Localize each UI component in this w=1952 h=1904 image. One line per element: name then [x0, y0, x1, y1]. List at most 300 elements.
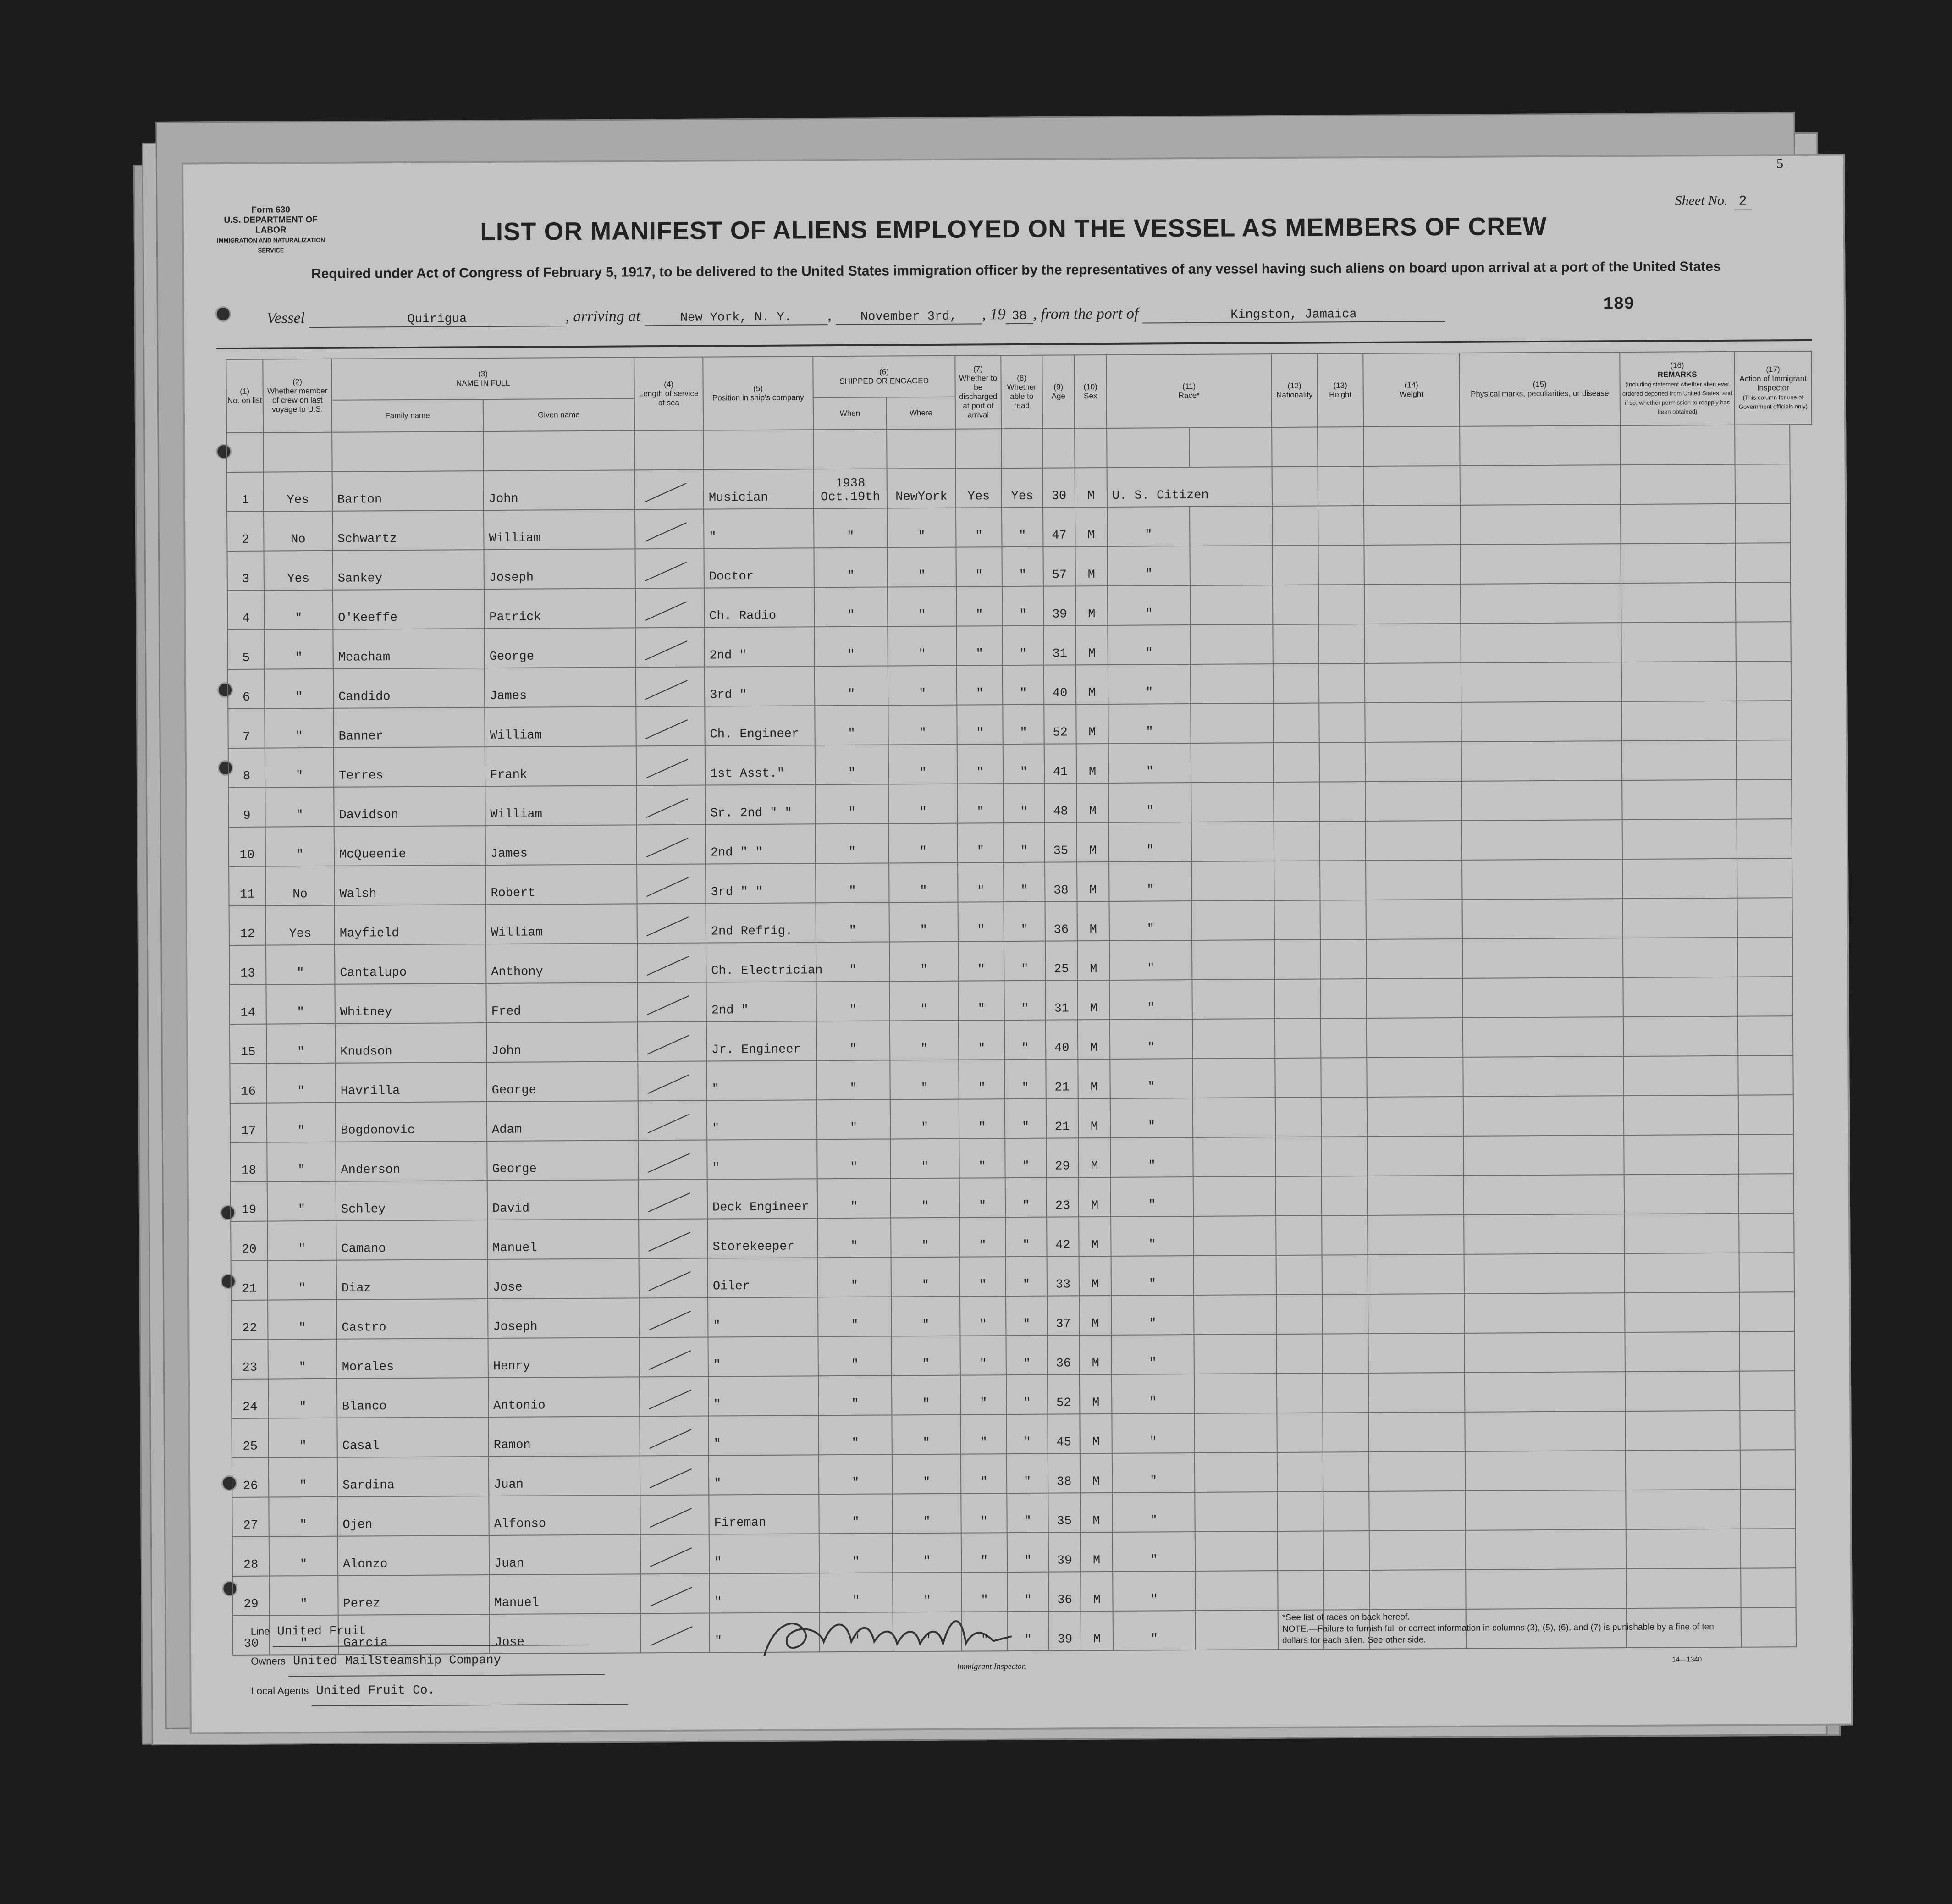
- age-cell: 39: [1043, 586, 1075, 625]
- agents-field: [251, 1675, 628, 1706]
- physical-marks-cell: [1462, 977, 1623, 1018]
- crew-no-cell: 11: [229, 866, 265, 906]
- last-voyage-cell: ": [266, 945, 335, 985]
- given-name-cell: Jose: [488, 1258, 639, 1299]
- col-header-family-name: Family name: [332, 399, 483, 432]
- position-cell: 2nd ": [706, 982, 816, 1021]
- height-cell: [1321, 1097, 1367, 1137]
- physical-marks-cell: [1461, 780, 1622, 821]
- nationality-cell: [1275, 1058, 1321, 1098]
- given-name-cell: James: [485, 825, 637, 865]
- shipped-when-cell: ": [815, 666, 888, 706]
- race-cell: ": [1111, 1216, 1193, 1256]
- discharged-cell: ": [961, 1454, 1007, 1494]
- col-header-6: (6) SHIPPED OR ENGAGED: [813, 356, 955, 398]
- shipped-when-cell: ": [819, 1494, 892, 1534]
- given-name-cell: Patrick: [484, 588, 635, 629]
- discharged-cell: ": [961, 1572, 1007, 1612]
- last-voyage-cell: ": [264, 590, 333, 630]
- able-to-read-cell: ": [1002, 626, 1043, 665]
- col-header-14: (14) Weight: [1363, 353, 1460, 427]
- sex-cell: M: [1078, 1098, 1110, 1138]
- service-length-cell: [635, 549, 704, 589]
- race-cell: ": [1111, 1295, 1194, 1335]
- service-length-cell: [637, 864, 706, 904]
- race-cell: ": [1110, 1059, 1192, 1098]
- age-cell: 40: [1044, 665, 1076, 704]
- shipped-when-cell: ": [819, 1573, 893, 1612]
- weight-cell: [1368, 1294, 1464, 1334]
- inspector-action-cell: [1737, 858, 1792, 898]
- shipped-when-cell: ": [817, 1218, 891, 1258]
- able-to-read-cell: ": [1002, 547, 1043, 586]
- family-name-cell: Davidson: [334, 786, 485, 827]
- last-voyage-cell: ": [266, 1024, 335, 1064]
- col-header-10: (10) Sex: [1074, 355, 1107, 428]
- able-to-read-cell: ": [1003, 784, 1044, 823]
- race-cell: ": [1112, 1492, 1195, 1532]
- family-name-cell: Perez: [338, 1575, 489, 1615]
- crew-no-cell: 12: [229, 906, 266, 945]
- remarks-cell: [1622, 819, 1737, 859]
- last-voyage-cell: ": [265, 708, 333, 748]
- inspector-action-cell: [1735, 464, 1790, 504]
- shipped-where-cell: ": [888, 784, 957, 824]
- family-name-cell: Walsh: [334, 865, 485, 905]
- shipped-where-cell: ": [891, 1218, 959, 1258]
- given-name-cell: Jose: [490, 1613, 641, 1654]
- col-header-8: (8) Whether able to read: [1001, 355, 1042, 429]
- age-cell: 31: [1043, 625, 1075, 665]
- sex-cell: M: [1075, 625, 1108, 665]
- position-cell: Sr. 2nd " ": [705, 784, 815, 824]
- position-cell: Ch. Electrician: [706, 942, 816, 982]
- race-cell: ": [1108, 704, 1191, 744]
- crew-no-cell: 3: [227, 551, 264, 591]
- nationality-cell: [1272, 506, 1318, 546]
- shipped-where-cell: ": [890, 1060, 959, 1100]
- arrival-year: 38: [1005, 309, 1033, 324]
- service-length-cell: [637, 825, 706, 865]
- last-voyage-cell: Yes: [266, 905, 335, 945]
- able-to-read-cell: ": [1005, 1178, 1047, 1217]
- service-length-cell: [637, 943, 706, 983]
- sex-cell: M: [1081, 1532, 1113, 1572]
- age-cell: 36: [1045, 901, 1077, 941]
- position-cell: Jr. Engineer: [706, 1021, 816, 1061]
- remarks-cell: [1625, 1292, 1739, 1332]
- nationality-cell: [1276, 1295, 1322, 1335]
- inspector-action-cell: [1740, 1410, 1795, 1450]
- last-voyage-cell: ": [268, 1418, 337, 1458]
- family-name-cell: Camano: [336, 1220, 487, 1260]
- shipped-where-cell: ": [893, 1612, 962, 1652]
- nationality-cell: [1278, 1571, 1323, 1611]
- manifest-sheet: [182, 154, 1853, 1734]
- line-label: Line: [250, 1625, 270, 1637]
- nationality-cell: [1275, 1098, 1321, 1137]
- sex-cell: M: [1077, 822, 1109, 862]
- family-name-cell: Candido: [333, 668, 485, 708]
- service-length-cell: [638, 1101, 707, 1141]
- family-name-cell: Meacham: [333, 629, 484, 669]
- race-extra-cell: [1193, 1137, 1275, 1177]
- discharged-cell: ": [961, 1493, 1007, 1533]
- service-length-cell: [636, 785, 705, 825]
- race-extra-cell: [1190, 585, 1273, 625]
- service-length-cell: [635, 628, 704, 668]
- weight-cell: [1369, 1451, 1465, 1491]
- age-cell: 40: [1046, 1020, 1078, 1059]
- crew-table-body: [226, 425, 1818, 1655]
- age-cell: 57: [1043, 546, 1075, 586]
- position-cell: 3rd ": [705, 666, 815, 706]
- nationality-cell: [1273, 585, 1318, 625]
- physical-marks-cell: [1463, 1017, 1623, 1057]
- owners-field: [251, 1645, 628, 1677]
- col-header-15: (15) Physical marks, peculiarities, or disease: [1459, 352, 1620, 426]
- position-cell: ": [708, 1376, 818, 1416]
- position-cell: 2nd " ": [706, 824, 816, 864]
- sheet-number-label: Sheet No.: [1675, 193, 1728, 209]
- age-cell: 33: [1047, 1256, 1079, 1296]
- position-cell: ": [704, 508, 814, 548]
- inspector-action-cell: [1739, 1331, 1794, 1371]
- able-to-read-cell: ": [1003, 744, 1044, 784]
- weight-cell: [1365, 781, 1461, 821]
- line-value: United Fruit: [272, 1616, 589, 1647]
- shipped-where-cell: ": [892, 1454, 961, 1494]
- header-rule: [216, 339, 1812, 349]
- physical-marks-cell: [1462, 899, 1623, 939]
- shipped-where-cell: ": [893, 1573, 961, 1612]
- last-voyage-cell: ": [267, 1142, 336, 1182]
- remarks-cell: [1624, 1214, 1739, 1253]
- last-voyage-cell: ": [267, 1103, 336, 1142]
- height-cell: [1320, 900, 1366, 940]
- weight-cell: [1364, 624, 1461, 663]
- able-to-read-cell: ": [1006, 1375, 1048, 1414]
- family-name-cell: Schwartz: [332, 510, 484, 551]
- race-cell: ": [1109, 861, 1191, 901]
- given-name-cell: David: [487, 1180, 639, 1220]
- family-name-cell: Anderson: [336, 1141, 487, 1181]
- position-cell: ": [707, 1139, 817, 1179]
- position-cell: Musician: [704, 469, 814, 509]
- last-voyage-cell: ": [265, 787, 334, 827]
- crew-no-cell: 20: [231, 1221, 267, 1261]
- shipped-when-cell: ": [819, 1533, 893, 1573]
- sex-cell: M: [1080, 1453, 1112, 1493]
- shipped-when-cell: ": [816, 1021, 890, 1060]
- race-extra-cell: [1194, 1295, 1276, 1335]
- discharged-cell: ": [957, 744, 1003, 784]
- height-cell: [1323, 1373, 1368, 1413]
- family-name-cell: Barton: [332, 471, 484, 511]
- remarks-cell: [1625, 1371, 1740, 1411]
- remarks-cell: [1623, 977, 1737, 1017]
- discharged-cell: ": [957, 665, 1003, 705]
- inspector-action-cell: [1740, 1371, 1795, 1411]
- race-cell: ": [1109, 822, 1191, 862]
- remarks-cell: [1621, 701, 1736, 741]
- race-extra-cell: [1191, 782, 1274, 822]
- nationality-cell: [1276, 1216, 1322, 1256]
- race-cell: ": [1107, 546, 1190, 586]
- weight-cell: [1369, 1530, 1466, 1570]
- shipped-when-cell: ": [820, 1612, 893, 1652]
- race-cell: ": [1112, 1453, 1195, 1493]
- last-voyage-cell: No: [264, 511, 332, 551]
- crew-no-cell: 22: [231, 1300, 268, 1340]
- inspector-action-cell: [1740, 1489, 1795, 1529]
- given-name-cell: Joseph: [488, 1298, 639, 1338]
- crew-no-cell: 4: [227, 591, 264, 630]
- col-header-4: (4) Length of service at sea: [634, 357, 703, 431]
- race-cell: ": [1111, 1256, 1194, 1296]
- physical-marks-cell: [1465, 1372, 1625, 1412]
- remarks-cell: [1622, 740, 1737, 780]
- age-cell: 48: [1044, 783, 1076, 822]
- sex-cell: M: [1079, 1256, 1111, 1296]
- crew-no-cell: 7: [228, 709, 265, 748]
- given-name-cell: William: [485, 706, 636, 747]
- remarks-cell: [1624, 1135, 1738, 1175]
- last-voyage-cell: ": [270, 1615, 338, 1655]
- inspector-action-cell: [1738, 1134, 1793, 1174]
- given-name-cell: Fred: [486, 982, 637, 1023]
- shipped-when-cell: ": [814, 587, 888, 627]
- given-name-cell: Juan: [489, 1534, 640, 1575]
- family-name-cell: Cantalupo: [335, 944, 486, 984]
- service-length-cell: [640, 1456, 709, 1496]
- race-cell: ": [1113, 1532, 1195, 1572]
- notes-block: [1282, 1610, 1741, 1646]
- weight-cell: [1369, 1570, 1466, 1610]
- able-to-read-cell: ": [1003, 665, 1044, 705]
- given-name-cell: John: [484, 470, 635, 510]
- height-cell: [1319, 703, 1365, 743]
- shipped-when-cell: ": [817, 1099, 890, 1139]
- remarks-cell: [1624, 1174, 1739, 1214]
- last-voyage-cell: ": [265, 669, 333, 709]
- sheet-number: 2: [1734, 194, 1751, 210]
- position-cell: 2nd ": [704, 627, 814, 667]
- weight-cell: [1368, 1373, 1465, 1413]
- discharged-cell: ": [962, 1612, 1008, 1651]
- physical-marks-cell: [1460, 465, 1621, 505]
- nationality-cell: [1273, 624, 1318, 664]
- shipped-when-cell: ": [814, 547, 887, 587]
- age-cell: 36: [1048, 1572, 1081, 1611]
- shipped-where-cell: ": [893, 1533, 961, 1573]
- crew-no-cell: 18: [230, 1142, 267, 1182]
- last-voyage-cell: ": [264, 629, 333, 669]
- discharged-cell: ": [956, 586, 1002, 626]
- last-voyage-cell: ": [265, 827, 334, 866]
- inspector-action-cell: [1738, 1016, 1793, 1056]
- shipped-where-cell: ": [892, 1494, 961, 1534]
- weight-cell: [1368, 1215, 1464, 1255]
- given-name-cell: Henry: [488, 1337, 639, 1378]
- position-cell: ": [706, 1060, 816, 1100]
- discharged-cell: ": [958, 941, 1004, 981]
- family-name-cell: Diaz: [336, 1259, 488, 1300]
- shipped-when-cell: ": [819, 1454, 892, 1494]
- given-name-cell: Antonio: [488, 1377, 640, 1417]
- age-cell: 38: [1048, 1453, 1080, 1493]
- service-length-cell: [639, 1258, 708, 1298]
- last-voyage-cell: ": [267, 1221, 336, 1261]
- physical-marks-cell: [1465, 1411, 1625, 1451]
- race-cell: ": [1110, 1019, 1192, 1059]
- crew-no-cell: 10: [229, 827, 265, 866]
- shipped-where-cell: ": [888, 745, 957, 784]
- col-header-2: (2) Whether member of crew on last voyage to U.S.: [263, 359, 332, 433]
- service-length-cell: [636, 667, 705, 707]
- inspector-action-cell: [1737, 937, 1792, 977]
- race-cell: ": [1109, 940, 1192, 980]
- sex-cell: M: [1075, 546, 1107, 586]
- discharged-cell: ": [959, 1060, 1004, 1099]
- nationality-cell: [1275, 1137, 1321, 1177]
- shipped-where-cell: ": [891, 1297, 960, 1336]
- weight-cell: [1366, 939, 1462, 979]
- race-cell: ": [1112, 1335, 1194, 1374]
- remarks-cell: [1622, 859, 1737, 899]
- shipped-where-cell: ": [890, 1139, 959, 1179]
- weight-cell: [1368, 1333, 1464, 1373]
- col-header-when: When: [813, 397, 887, 430]
- sex-cell: M: [1078, 1138, 1110, 1177]
- inspector-action-cell: [1739, 1292, 1794, 1332]
- discharged-cell: Yes: [956, 468, 1002, 508]
- shipped-when-cell: ": [817, 1139, 890, 1179]
- family-name-cell: Terres: [334, 747, 485, 787]
- arrival-date: November 3rd,: [835, 309, 982, 325]
- discharged-cell: ": [958, 823, 1004, 863]
- position-cell: ": [708, 1297, 818, 1337]
- family-name-cell: Casal: [337, 1417, 488, 1457]
- shipped-where-cell: ": [889, 942, 958, 982]
- discharged-cell: ": [959, 1138, 1005, 1178]
- last-voyage-cell: ": [266, 984, 335, 1024]
- service-length-cell: [639, 1337, 708, 1377]
- race-cell: ": [1109, 901, 1192, 941]
- race-extra-cell: [1191, 703, 1273, 743]
- service-length-cell: [637, 904, 706, 944]
- crew-no-cell: 1: [227, 472, 264, 512]
- shipped-when-cell: ": [817, 1178, 891, 1218]
- age-cell: 25: [1045, 941, 1077, 980]
- shipped-when-cell: ": [815, 784, 888, 824]
- nationality-cell: [1275, 1019, 1321, 1059]
- able-to-read-cell: ": [1002, 586, 1043, 626]
- height-cell: [1322, 1255, 1368, 1295]
- inspector-action-cell: [1736, 582, 1791, 622]
- line-field: [251, 1615, 628, 1647]
- family-name-cell: Morales: [336, 1338, 488, 1379]
- col-header-given-name: Given name: [483, 398, 634, 431]
- height-cell: [1319, 782, 1365, 822]
- race-extra-cell: [1192, 900, 1274, 940]
- age-cell: 52: [1044, 704, 1076, 744]
- crew-no-cell: 14: [229, 985, 266, 1024]
- sex-cell: M: [1076, 783, 1108, 822]
- nationality-cell: [1276, 1176, 1322, 1216]
- last-voyage-cell: Yes: [264, 551, 332, 591]
- inspector-action-cell: [1741, 1568, 1796, 1608]
- given-name-cell: Joseph: [484, 549, 635, 589]
- weight-cell: [1366, 978, 1462, 1018]
- height-cell: [1322, 1334, 1368, 1374]
- arrival-port: New York, N. Y.: [644, 310, 827, 326]
- race-cell: ": [1109, 980, 1192, 1020]
- able-to-read-cell: ": [1004, 862, 1045, 902]
- family-name-cell: Mayfield: [335, 905, 486, 945]
- race-extra-cell: [1194, 1413, 1277, 1453]
- physical-marks-cell: [1464, 1175, 1624, 1215]
- family-name-cell: Whitney: [335, 983, 486, 1024]
- height-cell: [1320, 861, 1366, 900]
- physical-marks-cell: [1464, 1293, 1625, 1333]
- family-name-cell: Sankey: [332, 550, 484, 590]
- given-name-cell: Ramon: [488, 1416, 640, 1457]
- discharged-cell: ": [959, 1020, 1004, 1060]
- shipped-where-cell: ": [890, 1021, 959, 1060]
- form-number: Form 630: [251, 205, 290, 215]
- able-to-read-cell: ": [1005, 1138, 1046, 1178]
- weight-cell: [1364, 466, 1460, 506]
- remarks-cell: [1621, 464, 1735, 504]
- height-cell: [1321, 1058, 1367, 1098]
- race-extra-cell: [1195, 1492, 1277, 1532]
- discharged-cell: ": [957, 784, 1003, 823]
- weight-cell: [1368, 1254, 1464, 1294]
- col-header-16: (16) REMARKS (Including statement whether alien ever ordered deported from United States, and if so, whether permission to reapply has been obtained): [1620, 352, 1735, 425]
- agents-label: Local Agents: [251, 1685, 309, 1697]
- position-cell: 3rd " ": [706, 863, 816, 903]
- discharged-cell: ": [959, 1178, 1005, 1218]
- nationality-cell: [1276, 1334, 1322, 1374]
- shipped-when-cell: ": [816, 823, 889, 863]
- position-cell: ": [709, 1534, 819, 1573]
- position-cell: ": [709, 1573, 819, 1613]
- nationality-cell: [1272, 467, 1318, 507]
- shipped-when-cell: [814, 469, 887, 508]
- physical-marks-cell: [1461, 662, 1621, 702]
- nationality-cell: [1274, 782, 1319, 822]
- crew-no-cell: 27: [232, 1497, 269, 1537]
- remarks-cell: [1621, 662, 1736, 701]
- inspector-action-cell: [1736, 701, 1791, 740]
- remarks-cell: [1621, 583, 1736, 623]
- crew-no-cell: 2: [227, 512, 264, 551]
- service-length-cell: [638, 1140, 707, 1180]
- given-name-cell: Manuel: [487, 1219, 639, 1259]
- remarks-cell: [1626, 1490, 1740, 1529]
- race-extra-cell: [1191, 664, 1273, 704]
- family-name-cell: O'Keeffe: [333, 589, 484, 629]
- last-voyage-cell: ": [265, 748, 334, 788]
- remarks-cell: [1622, 780, 1737, 820]
- physical-marks-cell: [1461, 583, 1621, 624]
- sex-cell: M: [1080, 1335, 1112, 1374]
- shipped-where-cell: ": [888, 705, 957, 745]
- shipped-when-cell: ": [818, 1375, 892, 1415]
- height-cell: [1322, 1176, 1368, 1216]
- weight-cell: [1365, 742, 1461, 782]
